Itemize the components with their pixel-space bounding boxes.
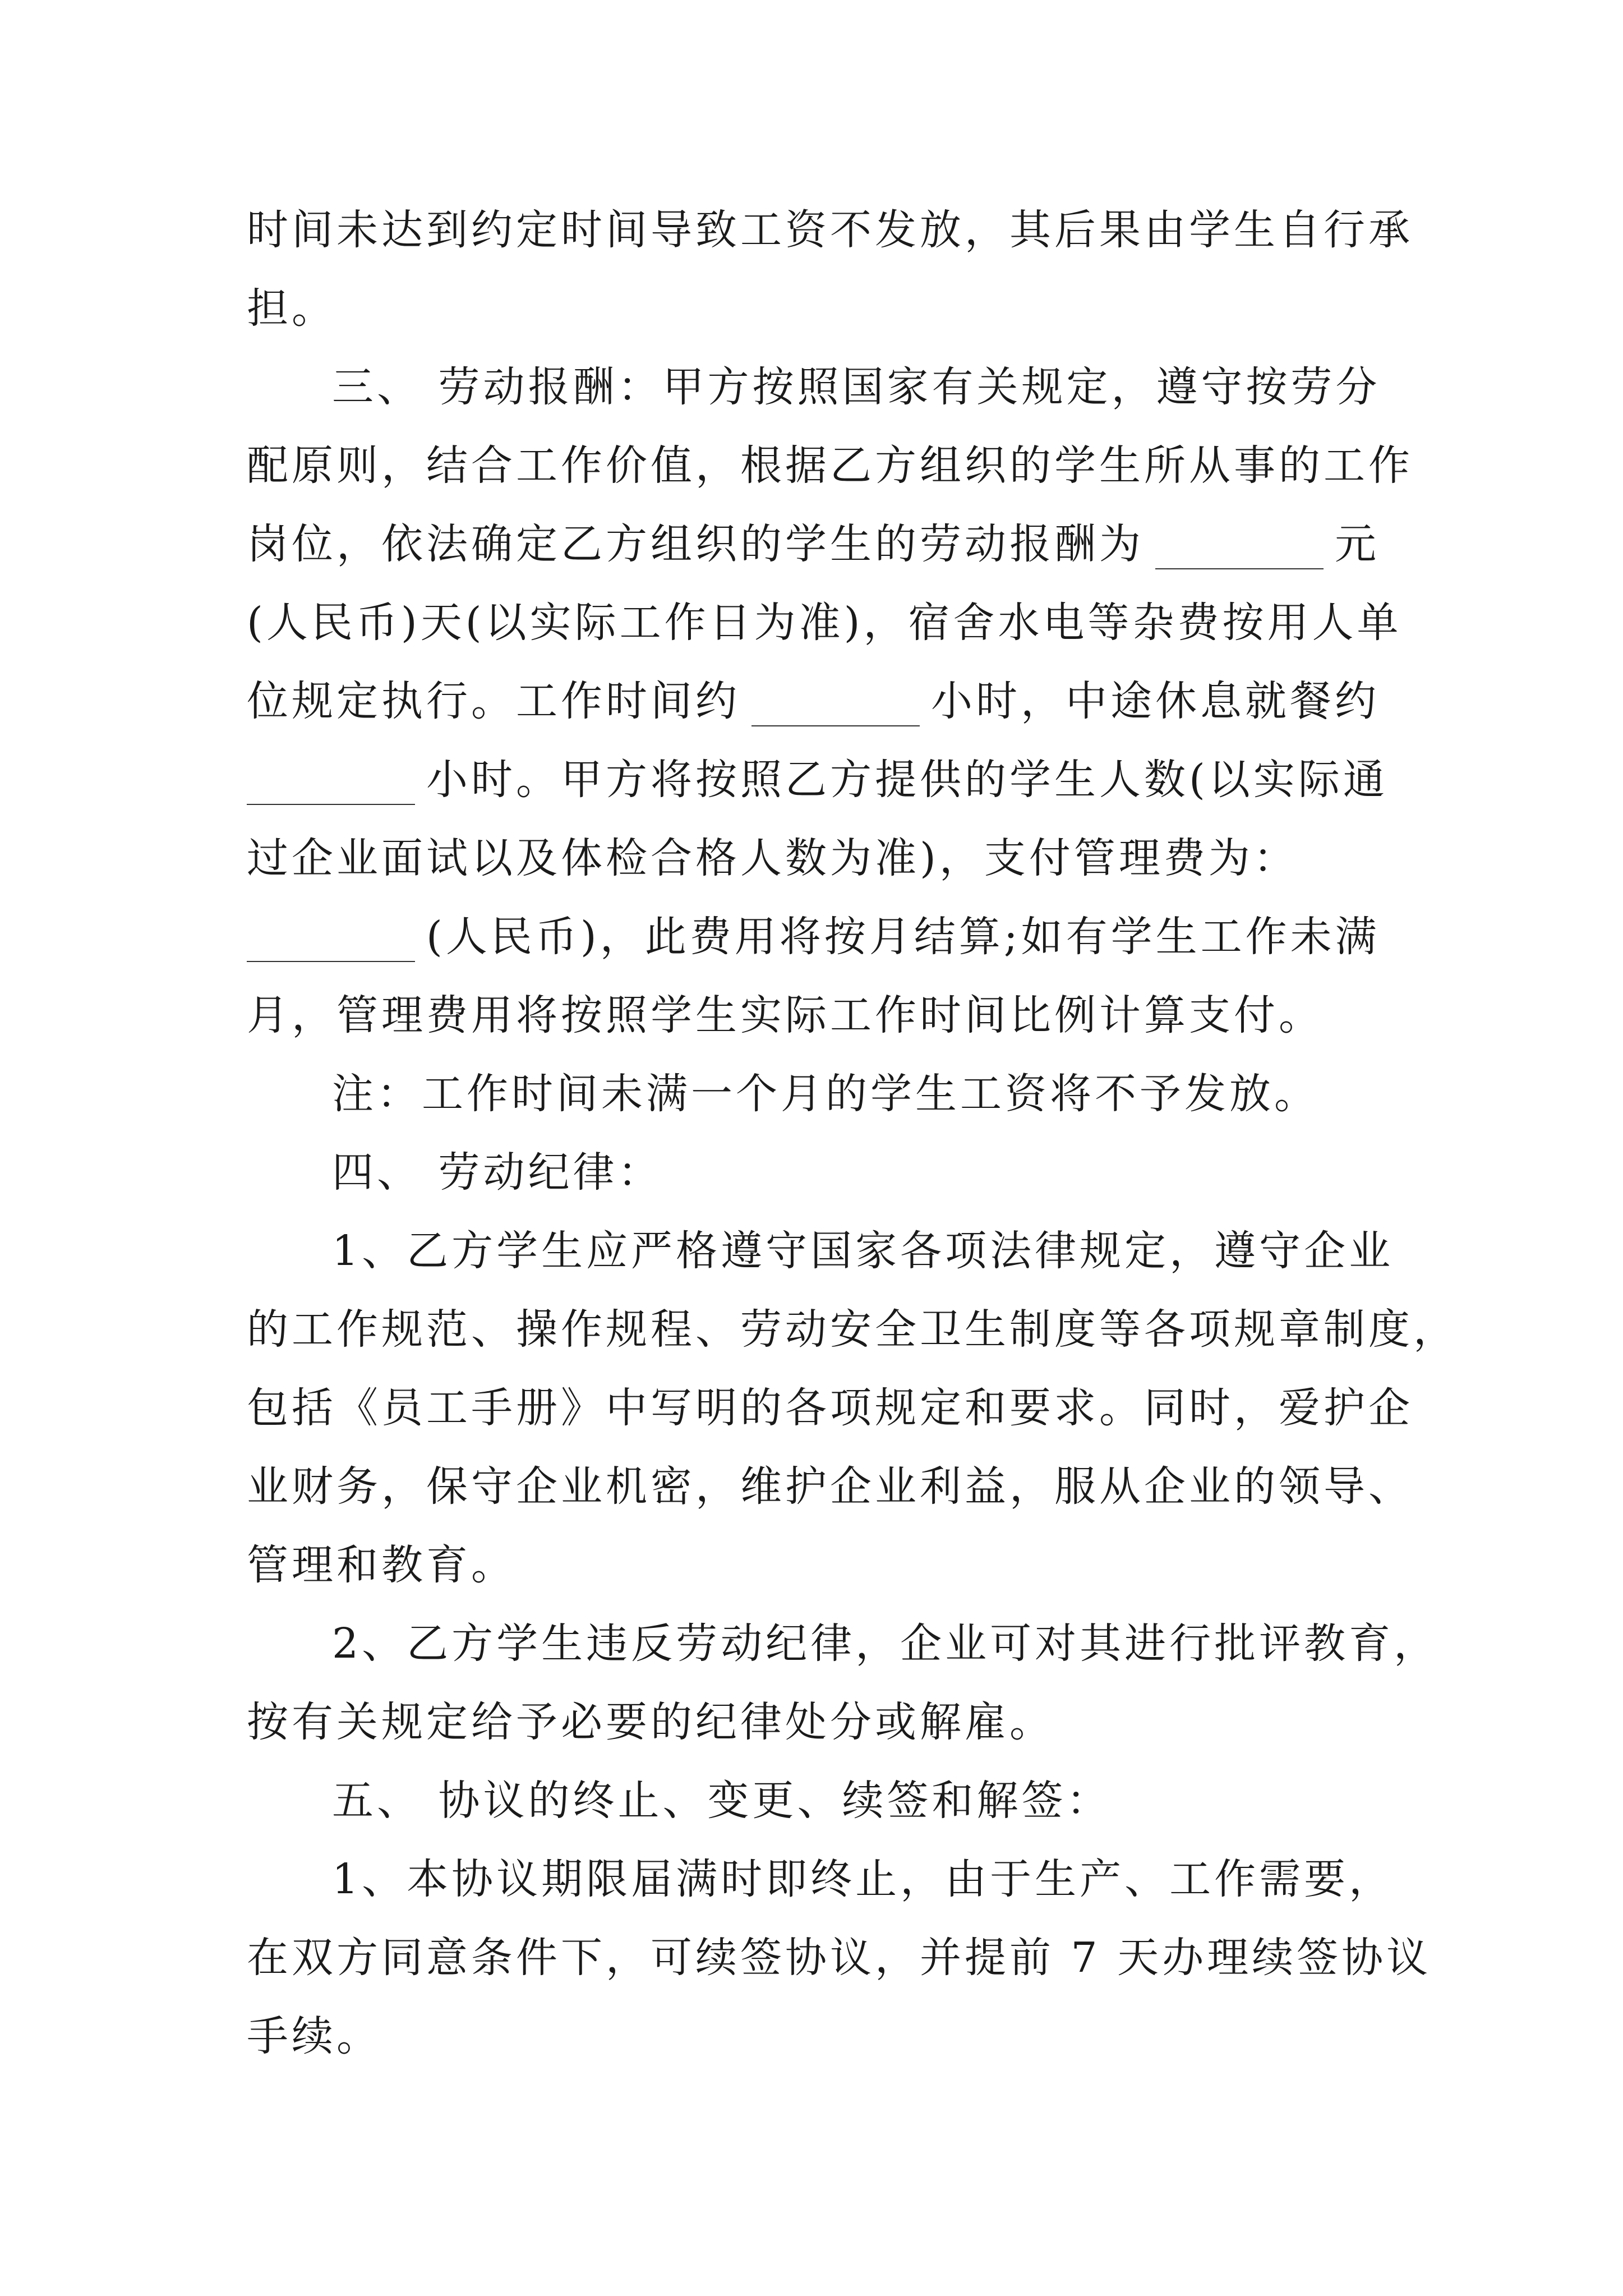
text-segment: 元 xyxy=(1335,520,1380,568)
text-line xyxy=(247,976,1391,1055)
text-line xyxy=(247,1369,1413,1447)
text-segment: 1、本协议期限届满时即终止，由于生产、工作需要， xyxy=(332,1855,1394,1903)
text-line xyxy=(247,1997,1391,2076)
text-line xyxy=(247,1290,1458,1369)
text-segment: 岗位，依法确定乙方组织的学生的劳动报酬为 xyxy=(247,520,1144,568)
text-line xyxy=(247,1447,1413,1526)
text-segment: 1、乙方学生应严格遵守国家各项法律规定，遵守企业 xyxy=(332,1227,1394,1275)
text-line xyxy=(247,1683,1391,1761)
text-segment: 包括《员工手册》中写明的各项规定和要求。同时，爱护企 xyxy=(247,1384,1413,1432)
text-segment: 的工作规范、操作规程、劳动安全卫生制度等各项规章制度， xyxy=(247,1305,1458,1354)
fill-in-blank xyxy=(1155,568,1324,569)
text-segment: 位规定执行。工作时间约 xyxy=(247,677,740,725)
text-line xyxy=(247,1055,1391,1133)
text-line xyxy=(247,1133,1391,1212)
text-line xyxy=(247,819,1391,898)
text-line xyxy=(247,1840,1394,1918)
text-line xyxy=(247,1761,1391,1840)
text-segment: 时间未达到约定时间导致工资不发放，其后果由学生自行承 xyxy=(247,206,1413,254)
text-line xyxy=(247,269,1391,348)
text-segment: 2、乙方学生违反劳动纪律，企业可对其进行批评教育， xyxy=(332,1619,1439,1668)
fill-in-blank xyxy=(247,804,415,805)
text-line xyxy=(247,898,1391,976)
text-line xyxy=(247,1212,1394,1290)
text-segment: 过企业面试以及体检合格人数为准)，支付管理费为： xyxy=(247,834,1298,882)
text-segment: (人民币)，此费用将按月结算;如有学生工作未满 xyxy=(426,913,1380,961)
text-line xyxy=(247,191,1413,269)
text-segment: (人民币)天(以实际工作日为准)，宿舍水电等杂费按用人单 xyxy=(247,599,1402,647)
text-line xyxy=(247,1526,1391,1604)
text-segment: 四、 劳动纪律： xyxy=(332,1148,663,1197)
text-line xyxy=(247,348,1391,426)
fill-in-blank xyxy=(751,725,920,726)
text-segment: 在双方同意条件下，可续签协议，并提前 7 天办理续签协议 xyxy=(247,1934,1432,1982)
text-segment: 小时。甲方将按照乙方提供的学生人数(以实际通 xyxy=(426,756,1388,804)
text-segment: 业财务，保守企业机密，维护企业利益，服从企业的领导、 xyxy=(247,1462,1413,1511)
text-segment: 管理和教育。 xyxy=(247,1541,516,1589)
text-line xyxy=(247,740,1391,819)
text-segment: 五、 协议的终止、变更、续签和解签： xyxy=(332,1777,1112,1825)
text-segment: 按有关规定给予必要的纪律处分或解雇。 xyxy=(247,1698,1054,1746)
text-segment: 月，管理费用将按照学生实际工作时间比例计算支付。 xyxy=(247,991,1324,1039)
fill-in-blank xyxy=(247,961,415,962)
text-segment: 手续。 xyxy=(247,2012,381,2060)
text-line xyxy=(247,1918,1432,1997)
text-line xyxy=(247,505,1391,583)
document-body xyxy=(247,191,1458,2076)
text-segment: 担。 xyxy=(247,284,336,333)
text-segment: 配原则，结合工作价值，根据乙方组织的学生所从事的工作 xyxy=(247,441,1413,490)
text-line xyxy=(247,662,1391,740)
text-segment: 小时，中途休息就餐约 xyxy=(931,677,1380,725)
text-line xyxy=(247,583,1402,662)
text-line xyxy=(247,426,1413,505)
text-segment: 注：工作时间未满一个月的学生工资将不予发放。 xyxy=(332,1070,1319,1118)
text-line xyxy=(247,1604,1439,1683)
text-segment: 三、 劳动报酬：甲方按照国家有关规定，遵守按劳分 xyxy=(332,363,1381,411)
